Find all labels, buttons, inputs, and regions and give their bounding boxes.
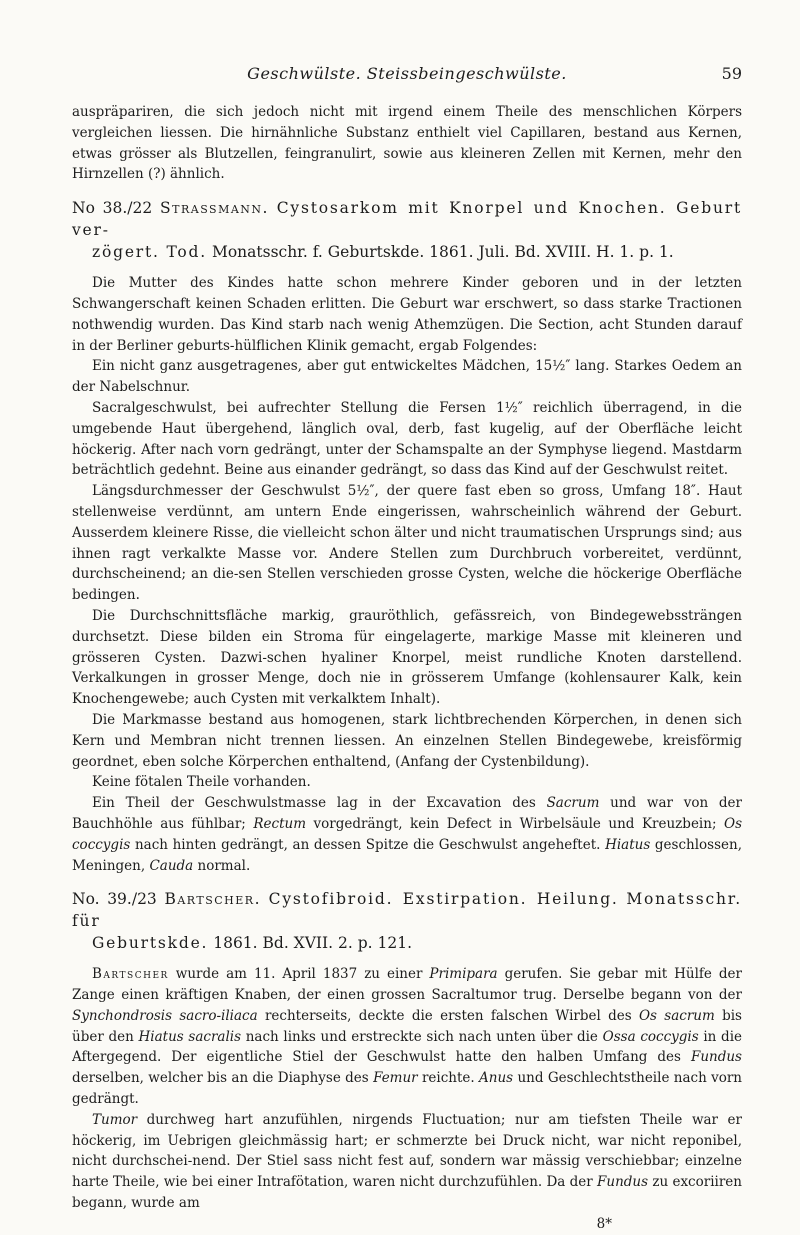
text-run: Ein Theil der Geschwulstmasse lag in der Excavation des <box>92 795 547 812</box>
term-rectum: Rectum <box>253 815 306 832</box>
term-hiatus-sacralis: Hiatus sacralis <box>138 1028 242 1045</box>
term-sacrum: Sacrum <box>546 795 600 812</box>
text-run: derselben, welcher bis an die Diaphyse des <box>72 1070 374 1087</box>
term-primipara: Primipara <box>429 966 498 983</box>
term-hiatus: Hiatus <box>605 836 651 853</box>
term-os-sacrum: Os sacrum <box>638 1007 715 1024</box>
text-run: normal. <box>193 857 251 874</box>
term-anus: Anus <box>479 1070 514 1087</box>
page-body <box>72 102 742 1235</box>
case-39-paragraph <box>72 1110 742 1214</box>
text-run: gerufen. Sie gebar mit Hülfe der Zange einen kräftigen Knaben, der einen grossen Sacraltumor trug. Derselbe begann von der <box>72 966 742 1004</box>
running-title: Geschwülste. Steissbeingeschwülste. <box>247 64 567 83</box>
case-39-paragraph <box>72 964 742 1110</box>
term-synchondrosis: Synchondrosis sacro-iliaca <box>72 1007 258 1024</box>
term-ossa-coccygis: Ossa coccygis <box>602 1028 699 1045</box>
term-os-coccygis: Os coccygis <box>72 815 742 853</box>
term-fundus: Fundus <box>597 1174 649 1191</box>
case-38-number: No 38./22 <box>72 199 153 218</box>
text-run: zu excoriiren begann, wurde am <box>72 1174 742 1212</box>
case-38-title-cont: zögert. Tod. <box>92 243 208 262</box>
intro-paragraph: auspräpariren, die sich jedoch nicht mit irgend einem Theile des menschlichen Körpers vergleichen liessen. Die hirnähnliche Substanz enthielt viel Capillaren, bestand aus Kernen, etwas grösser als Blutzellen, feingranulirt, sowie aus kleineren Zellen mit Kernen, mehr den Hirnzellen (?) ähnlich. <box>72 104 742 183</box>
text-run: bis über den <box>72 1007 742 1045</box>
text-run: vorgedrängt, kein Defect in Wirbelsäule und Kreuzbein; <box>306 815 724 832</box>
text-run: wurde am 11. April 1837 zu einer <box>168 966 430 983</box>
case-39-number: No. 39./23 <box>72 890 157 909</box>
case-38-paragraph: Längsdurchmesser der Geschwulst 5½″, der quere fast eben so gross, Umfang 18″. Haut stellenweise verdünnt, am untern Ende eingerissen, wahrscheinlich während der Geburt. Ausserdem kleinere Risse, die vielleicht schon älter und nicht traumatischen Ursprungs sind; aus ihnen ragt verkalkte Masse vor. Andere Stellen zum Durchbruch vorbereitet, verdünnt, durchscheinend; an die-sen Stellen verschieden grosse Cysten, welche die höckerige Oberfläche bedingen. <box>72 483 742 604</box>
text-run: geschlossen, Meningen, <box>72 836 743 874</box>
case-38-source: Monatsschr. f. Geburtskde. 1861. Juli. Bd. XVIII. H. 1. p. 1. <box>211 243 674 262</box>
case-38-paragraph: Die Durchschnittsfläche markig, grauröthlich, gefässreich, von Bindegewebssträngen durchsetzt. Diese bilden ein Stroma für eingelagerte, markige Masse mit kleineren und grösseren Cysten. Dazwi-schen hyaliner Knorpel, meist rundliche Knoten darstellend. Verkalkungen in grosser Menge, doch nie in grösserem Umfange (kohlensaurer Kalk, kein Knochengewebe; auch Cysten mit verkalktem Inhalt). <box>72 607 742 708</box>
text-run: und war von der Bauchhöhle aus fühlbar; <box>72 795 742 832</box>
case-38-paragraph: Sacralgeschwulst, bei aufrechter Stellung die Fersen 1½″ reichlich überragend, in die umgebende Haut übergehend, länglich oval, derb, fast kugelig, auf der Oberfläche leicht höckerig. After nach vorn gedrängt, unter der Schamspalte an der Symphyse liegend. Mastdarm beträchtlich gedehnt. Beine aus einander gedrängt, so dass das Kind auf der Geschwulst reitet. <box>72 399 742 479</box>
text-run: reichte. <box>417 1070 480 1087</box>
text-run: rechterseits, deckte die ersten falschen Wirbel des <box>257 1007 639 1024</box>
case-39-heading <box>72 888 742 954</box>
term-fundus: Fundus <box>690 1049 742 1066</box>
term-femur: Femur <box>373 1070 418 1087</box>
running-head <box>72 64 742 88</box>
case-38-paragraph: Die Markmasse bestand aus homogenen, stark lichtbrechenden Körperchen, in denen sich Kern und Membran nicht trennen liessen. An einzelnen Stellen Bindegewebe, kreisförmig geordnet, eben solche Körperchen enthaltend, (Anfang der Cystenbildung). <box>72 711 742 770</box>
case-39-source-ref: 1861. Bd. XVII. 2. p. 121. <box>213 934 413 953</box>
case-39-source-journal-cont: Geburtskde. <box>92 934 209 953</box>
case-38-author: Strassmann. <box>160 199 269 218</box>
term-tumor: Tumor <box>92 1111 138 1128</box>
page-number: 59 <box>721 64 742 83</box>
case-39-title: Cystofibroid. Exstirpation. Heilung. <box>268 890 619 909</box>
case-38-paragraph: Keine fötalen Theile vorhanden. <box>92 774 311 791</box>
text-run: in die Aftergegend. Der eigentliche Stiel der Geschwulst hatte den halben Umfang des <box>72 1028 743 1066</box>
signature-mark: 8* <box>596 1215 612 1232</box>
author-name: Bartscher <box>92 966 169 983</box>
text-run: nach hinten gedrängt, an dessen Spitze die Geschwulst angeheftet. <box>130 836 606 853</box>
case-39-author: Bartscher. <box>164 890 261 909</box>
text-run: nach links und erstreckte sich nach unten über die <box>241 1028 603 1045</box>
case-38-paragraph: Die Mutter des Kindes hatte schon mehrere Kinder geboren und in der letzten Schwangerschaft keinen Schaden erlitten. Die Geburt war erschwert, so dass starke Tractionen nothwendig wurden. Das Kind starb nach wenig Athemzügen. Die Section, acht Stunden darauf in der Berliner geburts-hülflichen Klinik gemacht, ergab Folgendes: <box>72 275 742 354</box>
term-cauda: Cauda <box>149 857 194 874</box>
case-38-title: Cystosarkom mit Knorpel und Knochen. Geburt ver- <box>72 199 742 240</box>
case-38-final-paragraph <box>72 793 742 876</box>
case-39-source-journal: Monatsschr. für <box>72 890 742 931</box>
text-run: durchweg hart anzufühlen, nirgends Fluctuation; nur am tiefsten Theile war er höckerig, im Uebrigen gleichmässig hart; er schmerzte bei Druck nicht, war nicht reponibel, nicht durchschei-nend. Der Stiel sass nicht fest auf, sondern war mässig verschiebbar; einzelne harte Theile, wie bei einer Intrafötation, waren nicht durchzufühlen. Da der <box>72 1111 742 1191</box>
case-38-paragraph: Ein nicht ganz ausgetragenes, aber gut entwickeltes Mädchen, 15½″ lang. Starkes Oedem an der Nabelschnur. <box>72 358 742 396</box>
text-run: und Geschlechtstheile nach vorn gedrängt. <box>72 1070 743 1108</box>
case-38-heading <box>72 197 742 263</box>
